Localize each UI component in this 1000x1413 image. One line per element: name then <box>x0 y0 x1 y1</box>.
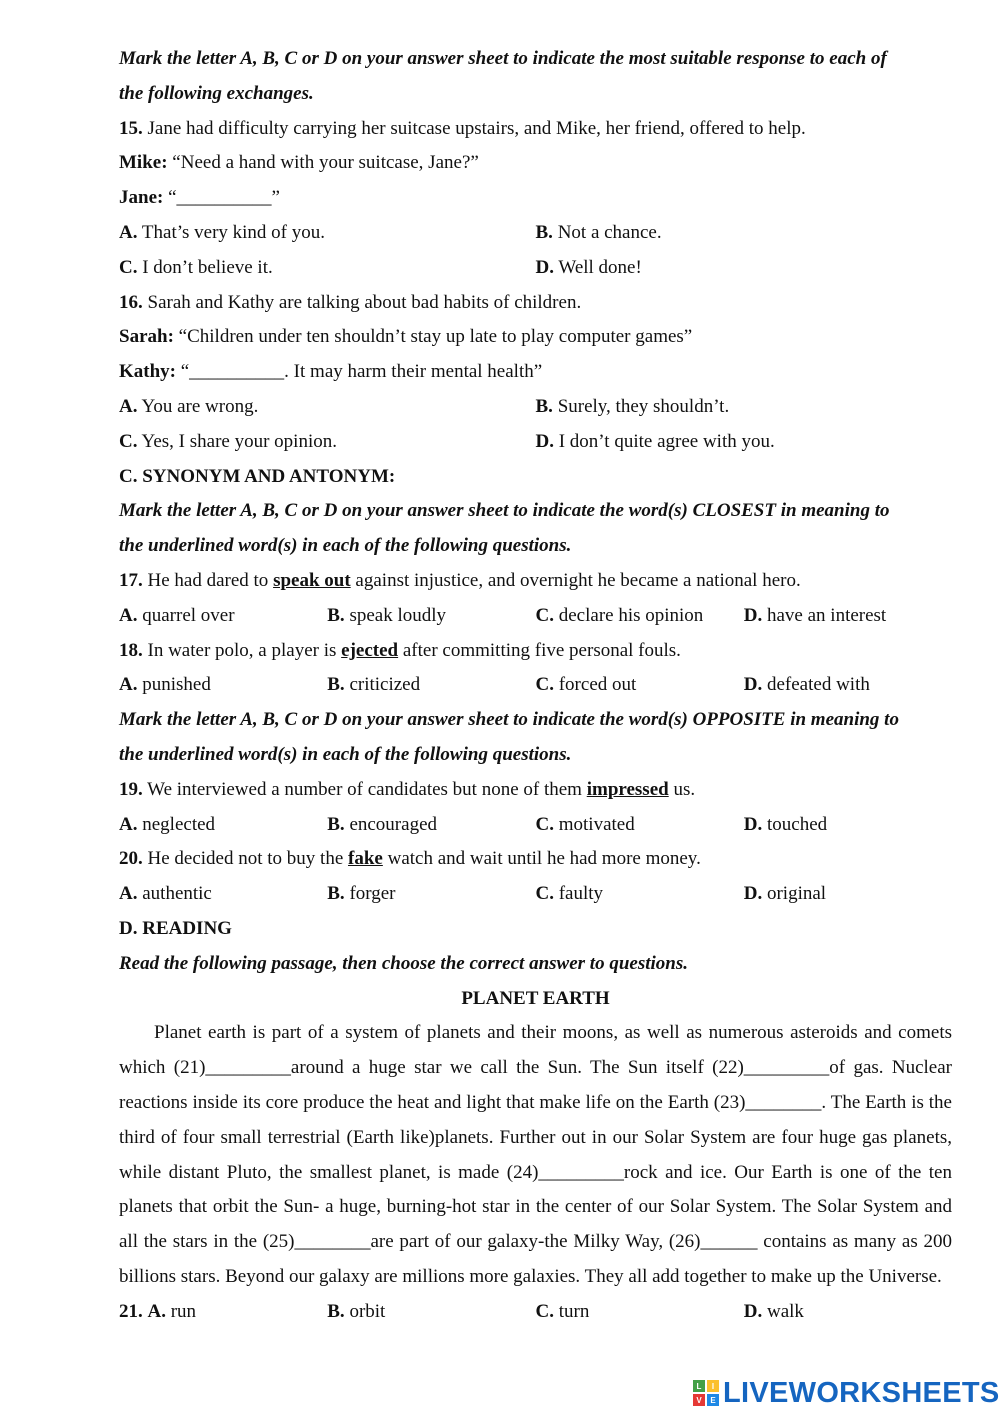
speaker: Kathy: <box>119 361 176 383</box>
option-d[interactable]: D. I don’t quite agree with you. <box>535 430 775 452</box>
option-c[interactable]: C. I don’t believe it. <box>119 256 273 278</box>
option-a[interactable]: 21. A. run <box>119 1300 197 1322</box>
question-number: 17. <box>119 569 143 591</box>
question-number: 20. <box>119 848 143 870</box>
option-c[interactable]: C. faulty <box>535 883 604 905</box>
instruction: Read the following passage, then choose the correct answer to questions. <box>119 952 688 974</box>
options-row <box>119 216 952 251</box>
liveworksheets-logo <box>693 1376 1000 1410</box>
section-heading: D. READING <box>119 917 232 939</box>
instruction: Mark the letter A, B, C or D on your answer sheet to indicate the word(s) OPPOSITE in meaning to <box>119 709 899 731</box>
dialogue-text: “Children under ten shouldn’t stay up late to play computer games” <box>178 326 693 348</box>
option-a[interactable]: A. authentic <box>119 883 212 905</box>
worksheet-page <box>119 42 952 1329</box>
option-c[interactable]: C. turn <box>535 1300 590 1322</box>
passage-title: PLANET EARTH <box>461 987 610 1009</box>
question-number: 16. <box>119 291 143 313</box>
option-c[interactable]: C. forced out <box>535 674 637 696</box>
question-number: 19. <box>119 778 143 800</box>
speaker: Mike: <box>119 152 168 174</box>
option-d[interactable]: D. Well done! <box>535 256 642 278</box>
question-20: 20. He decided not to buy the fake watch and wait until he had more money. <box>119 848 701 870</box>
svg-text:L: L <box>696 1382 702 1391</box>
underlined-word: ejected <box>341 639 399 661</box>
underlined-word: impressed <box>586 778 669 800</box>
option-c[interactable]: C. motivated <box>535 813 635 835</box>
option-a[interactable]: A. You are wrong. <box>119 395 259 417</box>
svg-text:I: I <box>711 1382 715 1391</box>
question-text: Jane had difficulty carrying her suitcase upstairs, and Mike, her friend, offered to help. <box>147 117 806 139</box>
question-17: 17. He had dared to speak out against injustice, and overnight he became a national hero. <box>119 569 801 591</box>
option-d[interactable]: D. touched <box>743 813 828 835</box>
options-row <box>119 808 952 843</box>
instruction: the underlined word(s) in each of the following questions. <box>119 535 572 557</box>
dialogue-line <box>119 181 952 216</box>
reading-passage: Planet earth is part of a system of planets and their moons, as well as numerous asteroids and comets which (21)_________around a huge star we call the Sun. The Sun itself (22)_________of gas. Nuclear reactions inside its core produce the heat and light that make life on the Earth (23)________. The Earth is the third of four small terrestrial (Earth like)planets. Further out in our Solar System are four huge gas planets, while distant Pluto, the smallest planet, is made (24)_________rock and ice. Our Earth is one of the ten planets that orbit the Sun- a huge, burning-hot star in the center of our Solar System. The Solar System and all the stars in the (25)________are part of our galaxy-the Milky Way, (26)______ contains as many as 200 billions stars. Beyond our galaxy are millions more galaxies. They all add together to make up the Universe. <box>119 1022 952 1287</box>
instruction: Mark the letter A, B, C or D on your answer sheet to indicate the most suitable response to each of <box>119 48 887 69</box>
question-number: 21. <box>119 1300 143 1322</box>
option-d[interactable]: D. walk <box>743 1300 804 1322</box>
options-row <box>119 390 952 425</box>
option-a[interactable]: A. neglected <box>119 813 216 835</box>
underlined-word: fake <box>348 848 383 870</box>
option-b[interactable]: B. criticized <box>327 674 421 696</box>
option-c[interactable]: C. Yes, I share your opinion. <box>119 430 337 452</box>
option-b[interactable]: B. encouraged <box>327 813 437 835</box>
svg-text:V: V <box>696 1396 702 1405</box>
underlined-word: speak out <box>273 569 351 591</box>
options-row <box>119 668 952 703</box>
dialogue-line <box>119 355 952 390</box>
option-c[interactable]: C. declare his opinion <box>535 604 704 626</box>
question-15 <box>119 112 952 147</box>
option-a[interactable]: A. That’s very kind of you. <box>119 221 326 243</box>
option-b[interactable]: B. orbit <box>327 1300 386 1322</box>
section-heading: C. SYNONYM AND ANTONYM: <box>119 465 396 487</box>
options-row <box>119 251 952 286</box>
logo-text: LIVEWORKSHEETS <box>723 1376 1000 1409</box>
option-b[interactable]: B. Not a chance. <box>535 221 662 243</box>
dialogue-blank: “__________. It may harm their mental health” <box>180 361 543 383</box>
question-18: 18. In water polo, a player is ejected after committing five personal fouls. <box>119 639 681 661</box>
options-row <box>119 425 952 460</box>
svg-text:E: E <box>710 1396 716 1405</box>
question-16 <box>119 286 952 321</box>
dialogue-text: “Need a hand with your suitcase, Jane?” <box>172 152 479 174</box>
option-d[interactable]: D. have an interest <box>743 604 887 626</box>
liveworksheets-logo-icon <box>693 1380 719 1406</box>
instruction: the underlined word(s) in each of the following questions. <box>119 743 572 765</box>
speaker: Sarah: <box>119 326 174 348</box>
option-b[interactable]: B. speak loudly <box>327 604 447 626</box>
options-row <box>119 877 952 912</box>
dialogue-line <box>119 146 952 181</box>
option-d[interactable]: D. original <box>743 883 827 905</box>
option-d[interactable]: D. defeated with <box>743 674 870 696</box>
question-number: 18. <box>119 639 143 661</box>
question-text: Sarah and Kathy are talking about bad habits of children. <box>147 291 582 313</box>
option-a[interactable]: A. punished <box>119 674 211 696</box>
option-b[interactable]: B. forger <box>327 883 396 905</box>
option-a[interactable]: A. quarrel over <box>119 604 235 626</box>
option-b[interactable]: B. Surely, they shouldn’t. <box>535 395 730 417</box>
instruction: Mark the letter A, B, C or D on your answer sheet to indicate the word(s) CLOSEST in meaning to <box>119 500 890 522</box>
question-19: 19. We interviewed a number of candidates but none of them impressed us. <box>119 778 696 800</box>
dialogue-line <box>119 320 952 355</box>
speaker: Jane: <box>119 187 164 209</box>
options-row <box>119 599 952 634</box>
dialogue-blank: “__________” <box>168 187 280 209</box>
instruction: the following exchanges. <box>119 82 314 104</box>
question-21-options <box>119 1295 952 1330</box>
question-number: 15. <box>119 117 143 139</box>
